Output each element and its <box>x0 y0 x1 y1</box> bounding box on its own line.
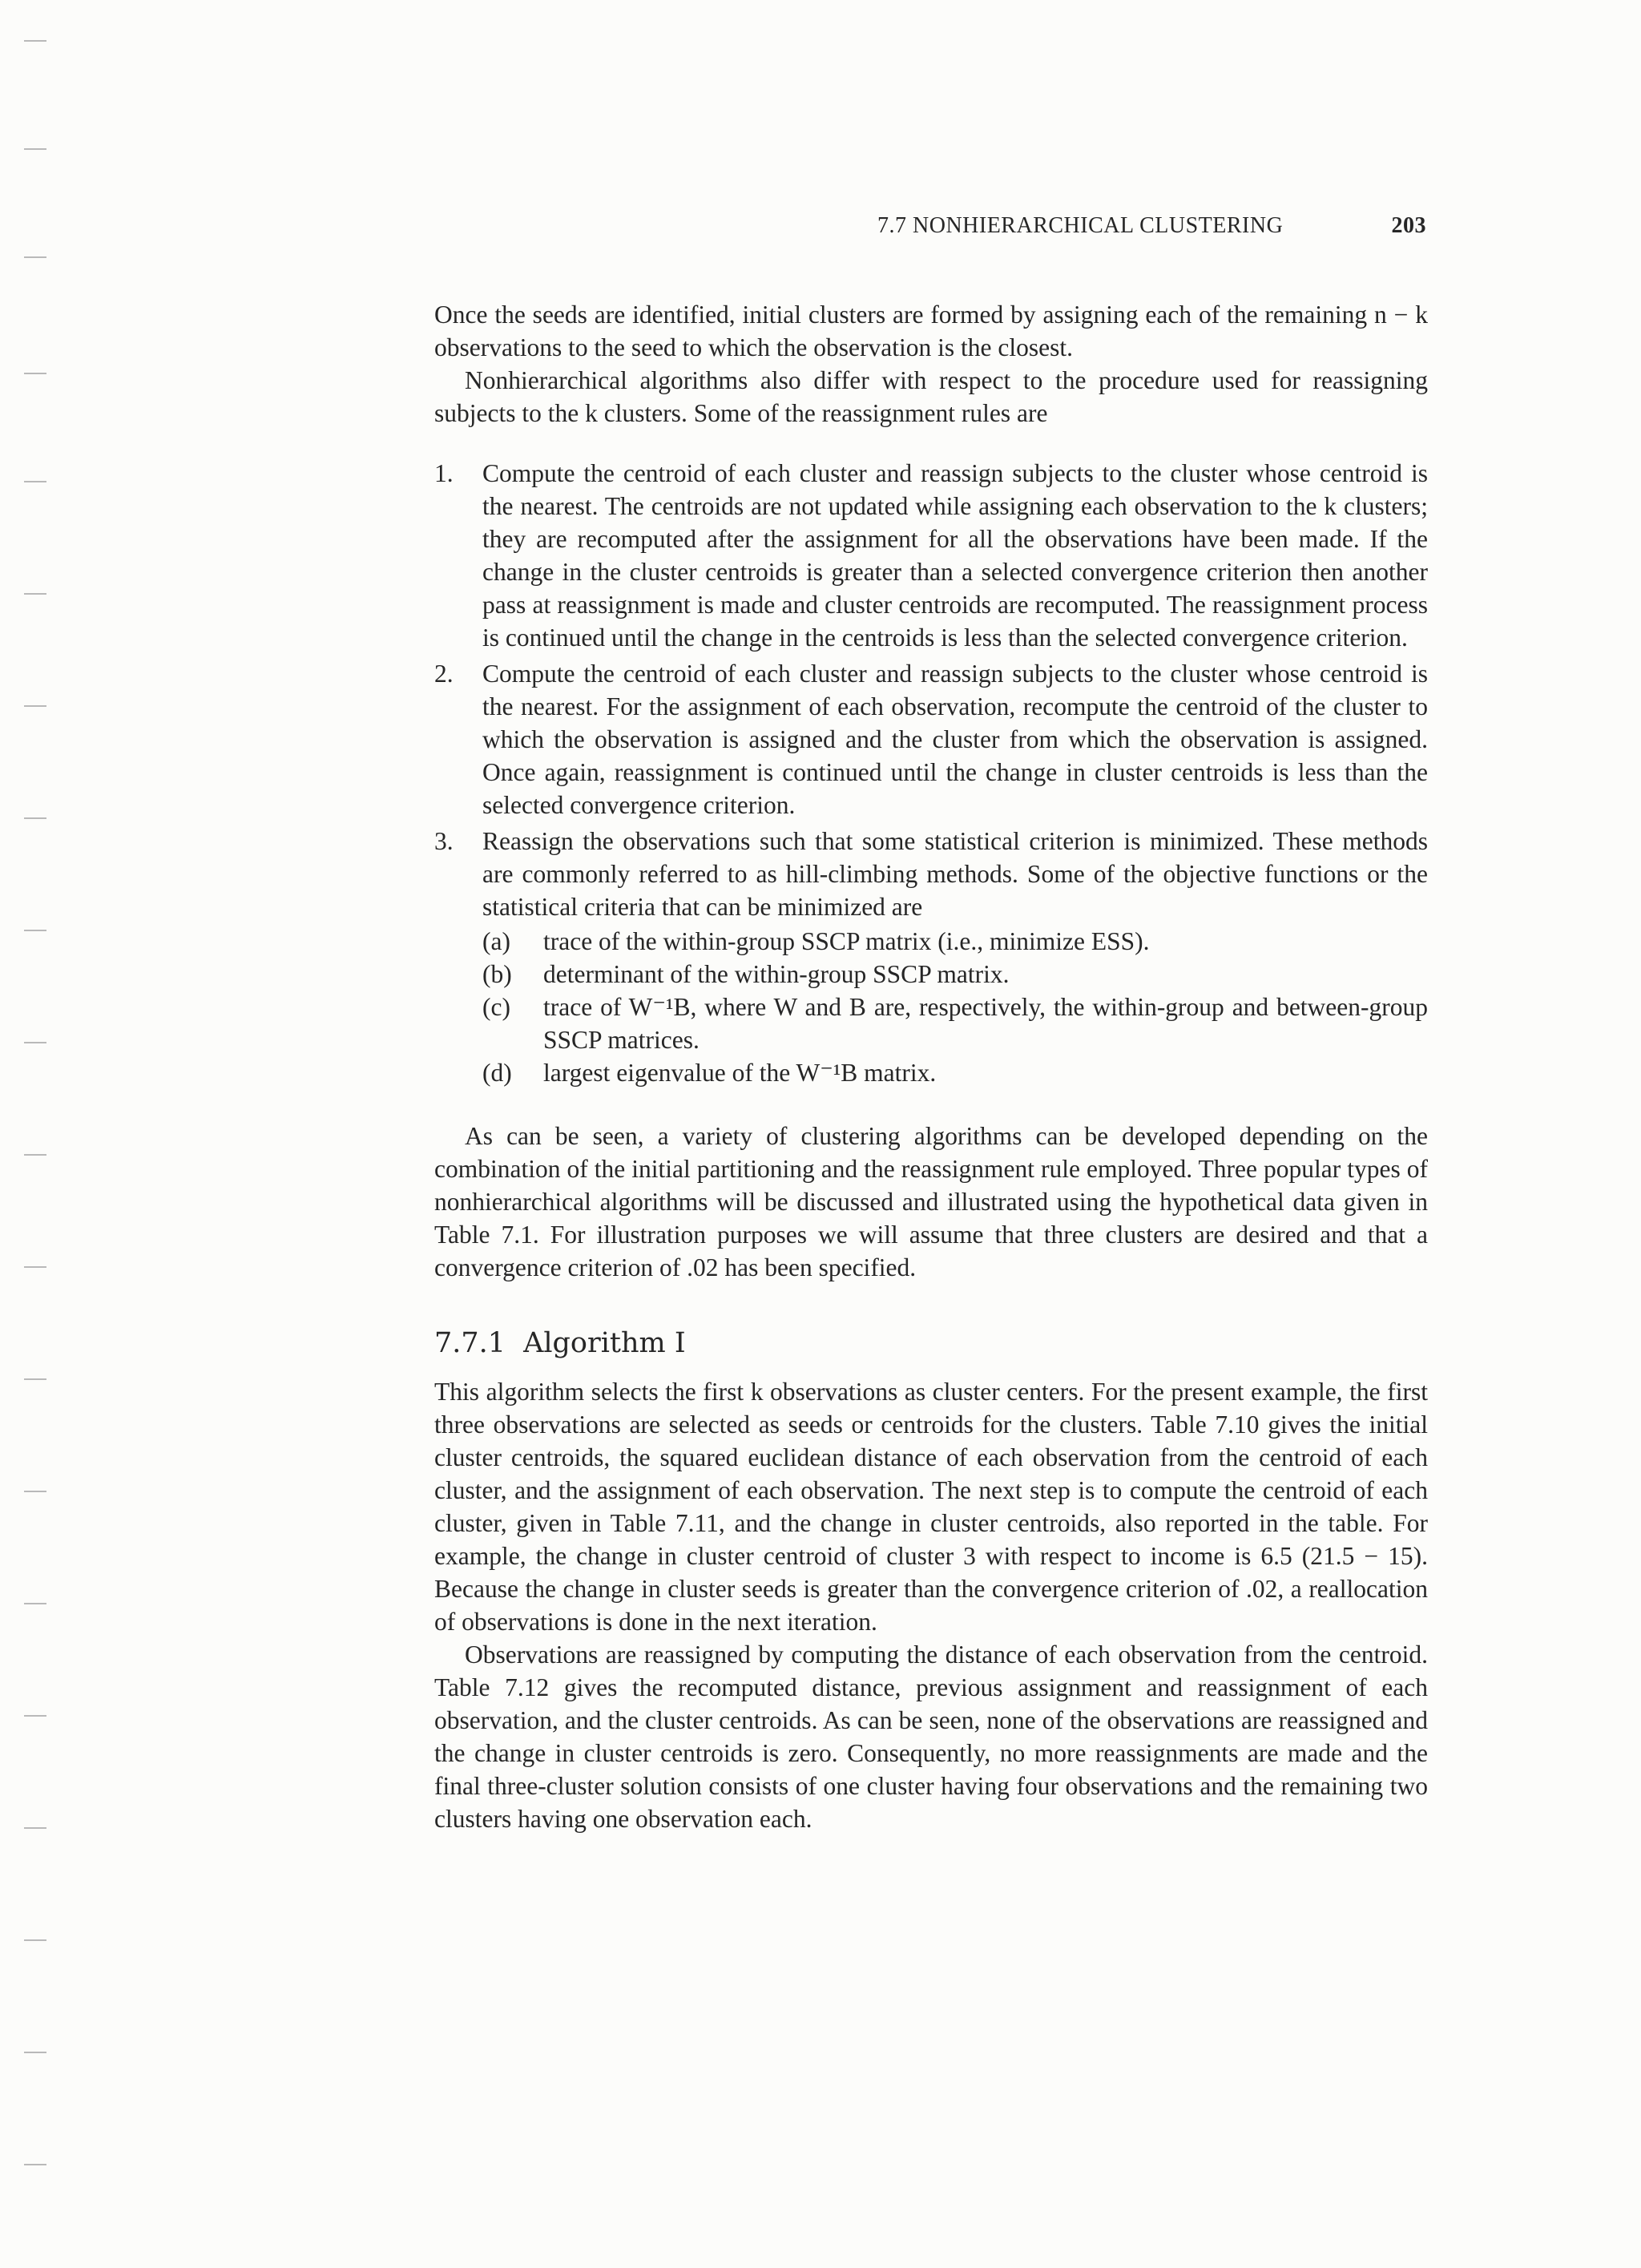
binding-mark <box>24 2052 46 2053</box>
binding-mark <box>24 1715 46 1717</box>
section-heading <box>434 1326 1428 1361</box>
criteria-text: determinant of the within-group SSCP matrix. <box>543 960 1010 988</box>
section-title: Algorithm I <box>523 1327 686 1359</box>
binding-mark <box>24 148 46 150</box>
section-number: 7.7.1 <box>434 1327 506 1359</box>
binding-mark <box>24 930 46 931</box>
running-head-section: 7.7 NONHIERARCHICAL CLUSTERING <box>877 213 1284 238</box>
criteria-label: (a) <box>482 927 510 955</box>
binding-mark <box>24 2164 46 2165</box>
criteria-label: (d) <box>482 1059 512 1087</box>
criteria-item <box>482 958 1428 991</box>
rule-text: Compute the centroid of each cluster and reassign subjects to the cluster whose centroid is the nearest. The centroids are not updated while assigning each observation to the k clusters; they are recomputed after the assignment for all the observations have been made. If the change in the cluster centroids is greater than a selected convergence criterion then another pass at reassignment is made and cluster centroids are recomputed. The reassignment process is continued until the change in the centroids is less than the selected convergence criterion. <box>482 459 1428 652</box>
intro-paragraph-2: Nonhierarchical algorithms also differ with respect to the procedure used for reassigning subjects to the k clusters. Some of the reassignment rules are <box>434 366 1428 427</box>
rule-item <box>434 657 1428 821</box>
rule-item <box>434 825 1428 1089</box>
rule-number: 1. <box>434 459 454 487</box>
criteria-text: trace of W⁻¹B, where W and B are, respectively, the within-group and between-group SSCP matrices. <box>543 993 1428 1054</box>
intro-paragraph-1: Once the seeds are identified, initial clusters are formed by assigning each of the remaining n − k observations to the seed to which the observation is the closest. <box>434 301 1428 361</box>
rule-text: Reassign the observations such that some statistical criterion is minimized. These methods are commonly referred to as hill-climbing methods. Some of the objective functions or the statistical criteria that can be minimized are <box>482 827 1428 921</box>
criteria-sublist <box>482 925 1428 1089</box>
binding-mark <box>24 705 46 707</box>
binding-mark <box>24 1491 46 1492</box>
rule-item <box>434 457 1428 654</box>
page-number: 203 <box>1391 213 1426 238</box>
binding-mark <box>24 1603 46 1604</box>
binding-mark <box>24 373 46 374</box>
rule-number: 2. <box>434 660 454 688</box>
criteria-item <box>482 925 1428 958</box>
page-body <box>434 298 1428 1835</box>
summary-paragraph: As can be seen, a variety of clustering algorithms can be developed depending on the combination of the initial partitioning and the reassignment rule employed. Three popular types of nonhierarchical algorithms will be discussed and illustrated using the hypothetical data given in Table 7.1. For illustration purposes we will assume that three clusters are desired and that a convergence criterion of .02 has been specified. <box>434 1122 1428 1281</box>
criteria-text: largest eigenvalue of the W⁻¹B matrix. <box>543 1059 937 1087</box>
algorithm-paragraph-2: Observations are reassigned by computing the distance of each observation from the centroid. Table 7.12 gives the recomputed distance, previous assignment and reassignment of each observation, and the cluster centroids. As can be seen, none of the observations are reassigned and the change in cluster centroids is zero. Consequently, no more reassignments are made and the final three-cluster solution consists of one cluster having four observations and the remaining two clusters having one observation each. <box>434 1640 1428 1833</box>
criteria-label: (c) <box>482 993 510 1021</box>
binding-mark <box>24 1154 46 1156</box>
binding-mark <box>24 40 46 42</box>
binding-mark <box>24 1378 46 1380</box>
rule-number: 3. <box>434 827 454 855</box>
binding-mark <box>24 1939 46 1941</box>
binding-mark <box>24 1266 46 1268</box>
criteria-text: trace of the within-group SSCP matrix (i.e., minimize ESS). <box>543 927 1150 955</box>
rule-text: Compute the centroid of each cluster and reassign subjects to the cluster whose centroid is the nearest. For the assignment of each observation, recompute the centroid of the cluster to which the observation is assigned and the cluster from which the observation is assigned. Once again, reassignment is continued until the change in cluster centroids is less than the selected convergence criterion. <box>482 660 1428 819</box>
binding-mark <box>24 256 46 258</box>
binding-mark <box>24 1042 46 1043</box>
binding-mark <box>24 817 46 819</box>
binding-mark <box>24 593 46 595</box>
binding-marks <box>24 0 56 2268</box>
algorithm-paragraph-1: This algorithm selects the first k observations as cluster centers. For the present example, the first three observations are selected as seeds or centroids for the clusters. Table 7.10 gives the initial cluster centroids, the squared euclidean distance of each observation from the centroid of each cluster, and the assignment of each observation. The next step is to compute the centroid of each cluster, given in Table 7.11, and the change in cluster centroids, also reported in the table. For example, the change in cluster centroid of cluster 3 with respect to income is 6.5 (21.5 − 15). Because the change in cluster seeds is greater than the convergence criterion of .02, a reallocation of observations is done in the next iteration. <box>434 1378 1428 1636</box>
binding-mark <box>24 481 46 482</box>
criteria-item <box>482 991 1428 1056</box>
binding-mark <box>24 1827 46 1829</box>
running-head <box>877 213 1426 245</box>
criteria-label: (b) <box>482 960 512 988</box>
criteria-item <box>482 1056 1428 1089</box>
reassignment-rules-list <box>434 457 1428 1089</box>
